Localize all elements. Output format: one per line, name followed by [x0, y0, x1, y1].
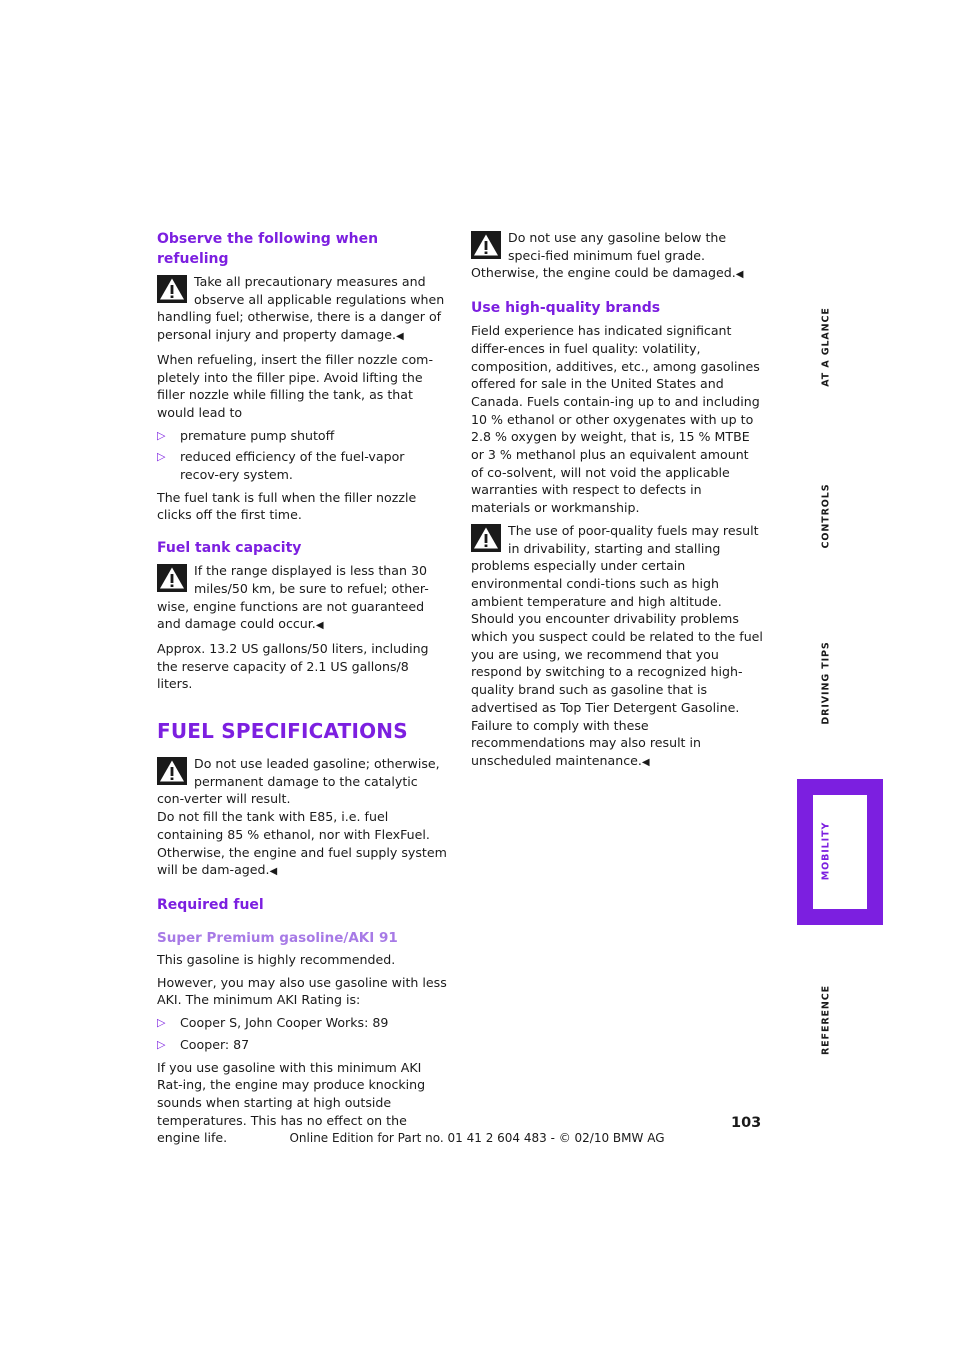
- footer-text: Online Edition for Part no. 01 41 2 604 483 - © 02/10 BMW AG: [289, 1131, 665, 1145]
- warning-triangle-icon: [157, 757, 187, 785]
- paragraph: Field experience has indicated significant differ-ences in fuel quality: volatility, composition, additives, etc., among gasolines offered for sale in the United States and Canada. Fuels contain-ing up to and including 10 % ethanol or other oxygenates with up to 2.8 % oxygen by weight, that is, 15 % MTBE or 3 % methanol plus an equivalent amount of co-solvent, will not void the applicable warranties with respect to defects in materials or workmanship.: [471, 323, 760, 516]
- list-item: ▷ reduced efficiency of the fuel-vapor recov-ery system.: [157, 449, 405, 483]
- bullet-arrow-icon: ▷: [157, 1016, 166, 1030]
- end-mark-icon: ◀: [315, 620, 324, 632]
- paragraph: When refueling, insert the filler nozzle com-pletely into the filler pipe. Avoid lifting the filler nozzle while filling the tank, as that would lead to: [157, 351, 433, 420]
- warning-text: If the range displayed is less than 30 miles/50 km, be sure to refuel; other-wise, engine functions are not guaranteed and damage could occur.◀: [157, 563, 429, 632]
- heading-high-quality-brands: Use high-quality brands: [471, 300, 661, 317]
- warning-triangle-icon: [157, 275, 187, 303]
- warning-triangle-icon: [471, 231, 501, 259]
- bullet-arrow-icon: ▷: [157, 1037, 166, 1051]
- end-mark-icon: ◀: [396, 331, 404, 343]
- list-item: ▷ Cooper S, John Cooper Works: 89: [157, 1015, 389, 1031]
- warning-text-continued: Do not fill the tank with E85, i.e. fuel containing 85 % ethanol, nor with FlexFuel. Otherwise, the engine and fuel supply system will be dam-aged.◀: [157, 809, 447, 878]
- warning-text-continued: Failure to comply with these recommendations may also result in unscheduled maintenance.◀: [471, 717, 701, 768]
- side-nav-driving-tips[interactable]: DRIVING TIPS: [820, 641, 832, 725]
- paragraph: If you use gasoline with this minimum AKI Rat-ing, the engine may produce knocking sounds when starting at high outside temperatures. This has no effect on the engine life.: [157, 1059, 426, 1146]
- section-title-fuel-specifications: FUEL SPECIFICATIONS: [157, 719, 408, 744]
- end-mark-icon: ◀: [735, 269, 744, 281]
- warning-text: Do not use leaded gasoline; otherwise, permanent damage to the catalytic con-verter will result.: [157, 756, 440, 807]
- paragraph: However, you may also use gasoline with less AKI. The minimum AKI Rating is:: [157, 974, 447, 1008]
- end-mark-icon: ◀: [641, 756, 650, 768]
- heading-observe-refueling: Observe the following when refueling: [157, 231, 379, 267]
- right-column: [471, 229, 763, 777]
- heading-required-fuel: Required fuel: [157, 896, 264, 913]
- heading-fuel-tank-capacity: Fuel tank capacity: [157, 540, 302, 557]
- list-item: ▷ premature pump shutoff: [157, 427, 335, 443]
- page-number: 103: [731, 1115, 762, 1131]
- side-nav-mobility[interactable]: MOBILITY: [820, 821, 832, 881]
- warning-triangle-icon: [157, 564, 187, 592]
- bullet-arrow-icon: ▷: [157, 428, 166, 442]
- bullet-list: [157, 427, 447, 484]
- side-nav-active-tab[interactable]: [797, 779, 883, 925]
- warning-triangle-icon: [471, 524, 501, 552]
- paragraph: The fuel tank is full when the filler nozzle clicks off the first time.: [157, 489, 417, 523]
- bullet-list: [157, 1014, 447, 1053]
- list-item: ▷ Cooper: 87: [157, 1036, 250, 1052]
- side-nav-controls[interactable]: CONTROLS: [820, 483, 832, 549]
- side-nav-reference[interactable]: REFERENCE: [820, 984, 832, 1056]
- paragraph: This gasoline is highly recommended.: [157, 951, 396, 967]
- warning-text-continued: Should you encounter drivability problems which you suspect could be related to the fuel you are using, we recommend that you respond by switching to a recognized high-quality brand such as gasoline that is advertised as Top Tier Detergent Gasoline.: [471, 611, 763, 715]
- warning-text: The use of poor-quality fuels may result in drivability, starting and stalling problems especially under certain environmental condi-tions such as high ambient temperature and high altitude.: [471, 522, 759, 609]
- left-column: [157, 229, 447, 1152]
- warning-text: Do not use any gasoline below the speci-fied minimum fuel grade. Otherwise, the engine could be damaged.◀: [471, 230, 744, 281]
- end-mark-icon: ◀: [269, 866, 278, 878]
- side-nav-active-tab-inner: [813, 795, 867, 909]
- bullet-arrow-icon: ▷: [157, 450, 166, 464]
- side-nav-at-a-glance[interactable]: AT A GLANCE: [820, 307, 832, 387]
- heading-super-premium: Super Premium gasoline/AKI 91: [157, 929, 398, 946]
- paragraph: Approx. 13.2 US gallons/50 liters, including the reserve capacity of 2.1 US gallons/8 liters.: [157, 640, 429, 692]
- warning-text: Take all precautionary measures and observe all applicable regulations when handling fuel; otherwise, there is a danger of personal injury and property damage.◀: [157, 274, 445, 343]
